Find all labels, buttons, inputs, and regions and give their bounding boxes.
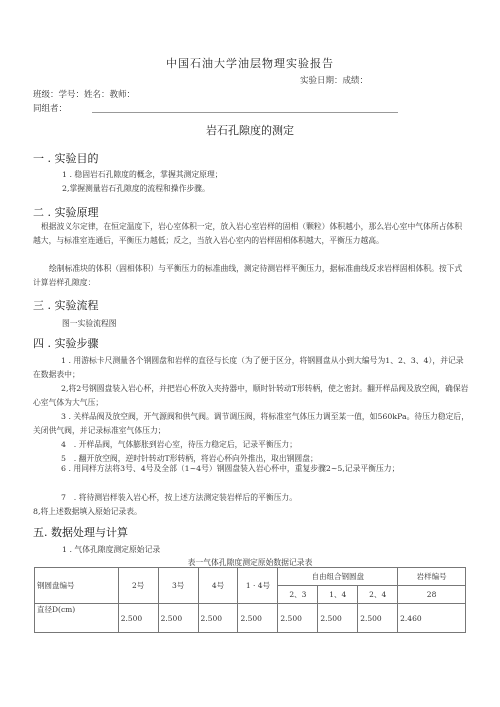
free-combo-2-3: 2、3 <box>278 586 318 604</box>
header-disk-2: 2号 <box>118 568 158 604</box>
step-8: 8,将上述数据填入原始记录表。 <box>33 507 142 516</box>
step-3: 3 . 关样品阀及放空阀，开气源阀和供气阀。调节调压阀，将标准室气体压力调至某一值，如560kPa。待压力稳定后，关闭供气阀，并记录标准室气体压力； <box>33 412 469 435</box>
header-disk-4: 4号 <box>198 568 238 604</box>
header-disk-3: 3号 <box>158 568 198 604</box>
section-4-heading: 四 . 实验步骤 <box>33 337 99 350</box>
header-free-combination: 自由组合钢圆盘 <box>278 568 398 586</box>
free-combo-1-4: 1、4 <box>318 586 358 604</box>
class-info-line: 班级：学号：姓名：教师： <box>33 90 136 100</box>
section-1-heading: 一 . 实验目的 <box>33 152 99 165</box>
step-7: 7 . 将待测岩样装入岩心杯，按上述方法测定装岩样后的平衡压力。 <box>61 493 298 502</box>
diameter-cell: 2.500 <box>318 604 358 633</box>
diameter-cell: 2.460 <box>398 604 466 633</box>
header-rock-sample: 岩样编号 <box>398 568 466 586</box>
diameter-cell: 2.500 <box>278 604 318 633</box>
step-4: 4 . 开样品阀，气体膨胀到岩心室，待压力稳定后，记录平衡压力； <box>61 440 298 449</box>
principle-paragraph-2: 绘制标准块的体积（固相体积）与平衡压力的标准曲线，测定待测岩样平衡压力，据标准曲线反求岩样固相体积。按下式计算岩样孔隙度： <box>33 264 463 287</box>
porosity-data-table <box>34 567 466 633</box>
section-1-item-1: 1 . 稳固岩石孔隙度的概念，掌握其测定原理； <box>62 170 223 179</box>
section-3-heading: 三 . 实验流程 <box>33 299 99 312</box>
diameter-cell: 2.500 <box>238 604 278 633</box>
step-2: 2,将2号钢圆盘装入岩心杯，并把岩心杯放入夹持器中，顺时针转动T形转柄，使之密封。翻开样品阀及放空阀，确保岩心室气体为大气压； <box>33 384 469 407</box>
header-disk-1-4: 1 · 4号 <box>238 568 278 604</box>
free-combo-2-4: 2、4 <box>358 586 398 604</box>
experiment-title: 岩石孔隙度的测定 <box>206 124 294 137</box>
report-title: 中国石油大学油层物理实验报告 <box>166 57 334 70</box>
diameter-cell: 2.500 <box>358 604 398 633</box>
rock-sample-number: 28 <box>398 586 466 604</box>
row-label-diameter: 直径D(cm) <box>35 604 119 633</box>
step-5: 5 . 翻开放空阀，逆时针转动T形转柄，将岩心杯向外推出，取出钢圆盘； <box>61 454 318 463</box>
section-2-heading: 二 . 实验原理 <box>33 206 99 219</box>
group-members-underline <box>92 112 398 113</box>
header-disk-number: 钢圆盘编号 <box>35 568 119 604</box>
data-subheading: 1 . 气体孔隙度测定原始记录 <box>62 545 161 554</box>
table-header-row <box>35 568 466 586</box>
diameter-cell: 2.500 <box>198 604 238 633</box>
diameter-cell: 2.500 <box>118 604 158 633</box>
date-grade-line: 实验日期：成绩： <box>300 76 369 86</box>
step-1: 1 . 用游标卡尺测量各个钢圆盘和岩样的直径与长度（为了便于区分，将钢圆盘从小到大编号为1、2、3、4），并记录在数据表中； <box>33 356 464 379</box>
flowchart-caption: 图一实验流程图 <box>62 319 117 328</box>
section-5-heading: 五. 数据处理与计算 <box>33 526 128 539</box>
table-caption: 表一气体孔隙度测定原始数据记录表 <box>187 558 313 567</box>
diameter-cell: 2.500 <box>158 604 198 633</box>
table-row-diameter <box>35 604 466 633</box>
section-1-item-2: 2,掌握测量岩石孔隙度的流程和操作步骤。 <box>62 184 210 193</box>
step-6: 6 . 用同样方法将3号、4号及全部（1~4号）钢圆盘装入岩心杯中，重复步骤2~5,记录平衡压力； <box>61 464 400 473</box>
principle-paragraph-1: 根据波义尔定律，在恒定温度下，岩心室体积一定，放入岩心室岩样的固相（颗粒）体积越小，那么岩心室中气体所占体积越大，与标准室连通后，平衡压力越低；反之，当放入岩心室内的岩样固相体积越大，平衡压力越高。 <box>33 222 463 245</box>
group-members-label: 同组者： <box>33 104 68 114</box>
